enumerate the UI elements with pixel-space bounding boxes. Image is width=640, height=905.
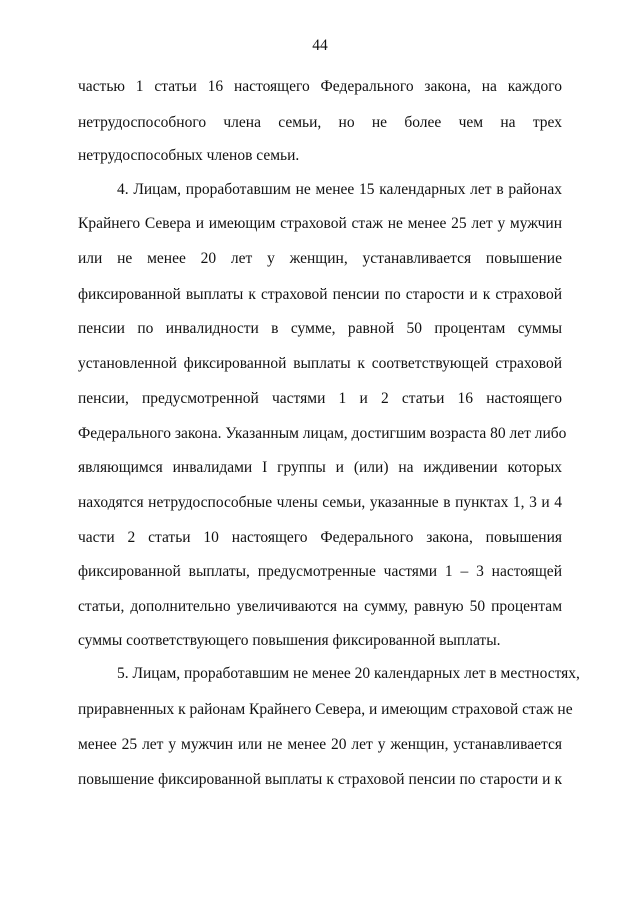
text-line: нетрудоспособных членов семьи. <box>78 147 300 164</box>
text-line: являющимся инвалидами I группы и (или) на иждивении которых <box>78 459 562 476</box>
text-line: менее 25 лет у мужчин или не менее 20 лет у женщин, устанавливается <box>78 736 562 753</box>
text-line: фиксированной выплаты к страховой пенсии по старости и к страховой <box>78 286 562 303</box>
text-line: Крайнего Севера и имеющим страховой стаж не менее 25 лет у мужчин <box>78 215 562 232</box>
text-line: повышение фиксированной выплаты к страховой пенсии по старости и к <box>78 771 562 788</box>
text-line: пенсии по инвалидности в сумме, равной 50 процентам суммы <box>78 320 562 337</box>
text-line: Федерального закона. Указанным лицам, достигшим возраста 80 лет либо <box>78 425 567 442</box>
text-line: фиксированной выплаты, предусмотренные частями 1 – 3 настоящей <box>78 563 562 580</box>
text-line: установленной фиксированной выплаты к соответствующей страховой <box>78 355 562 372</box>
text-line: приравненных к районам Крайнего Севера, и имеющим страховой стаж не <box>78 701 573 718</box>
text-line: части 2 статьи 10 настоящего Федерального закона, повышения <box>78 529 562 546</box>
text-line: суммы соответствующего повышения фиксированной выплаты. <box>78 632 501 649</box>
text-line: частью 1 статьи 16 настоящего Федерального закона, на каждого <box>78 78 562 95</box>
text-line: или не менее 20 лет у женщин, устанавливается повышение <box>78 250 562 267</box>
text-line: пенсии, предусмотренной частями 1 и 2 статьи 16 настоящего <box>78 390 562 407</box>
page-number: 44 <box>312 37 328 54</box>
text-line: статьи, дополнительно увеличиваются на сумму, равную 50 процентам <box>78 598 562 615</box>
paragraph-5-first-line: 5. Лицам, проработавшим не менее 20 календарных лет в местностях, <box>117 665 580 682</box>
text-line: нетрудоспособного члена семьи, но не более чем на трех <box>78 114 562 131</box>
paragraph-4-first-line: 4. Лицам, проработавшим не менее 15 календарных лет в районах <box>117 181 562 198</box>
text-line: находятся нетрудоспособные члены семьи, указанные в пунктах 1, 3 и 4 <box>78 494 562 511</box>
